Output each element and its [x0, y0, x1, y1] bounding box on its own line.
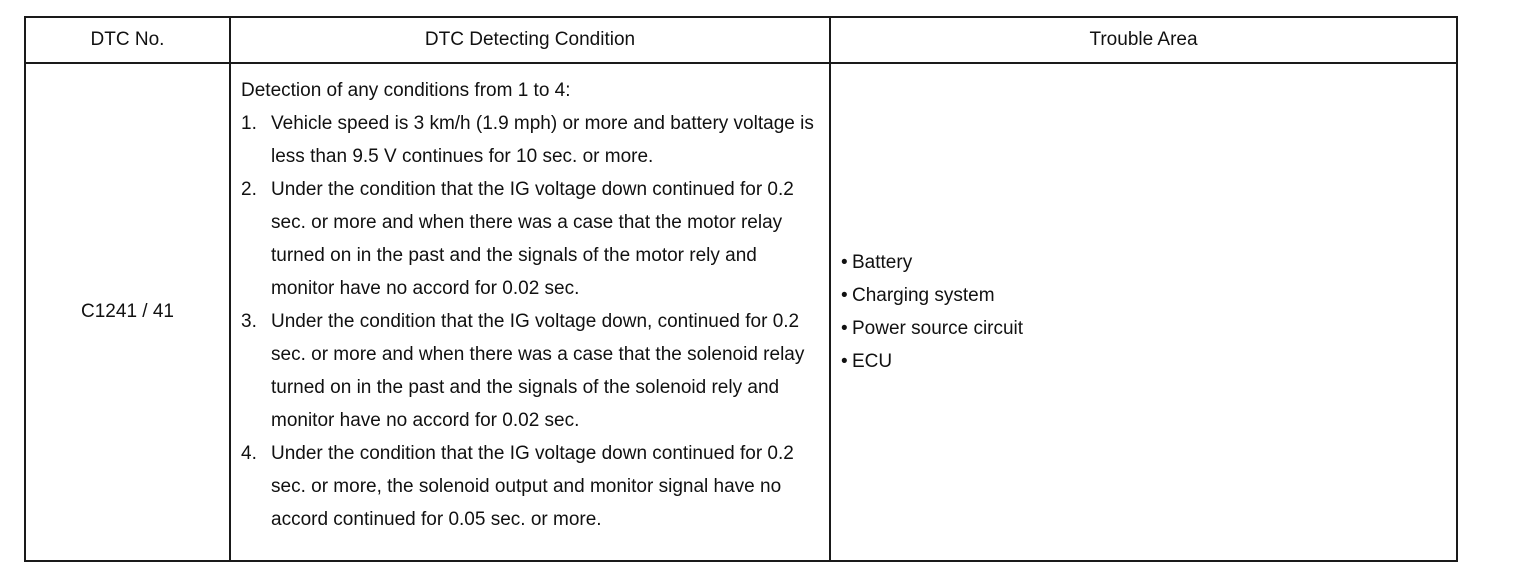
- condition-list: [241, 107, 819, 536]
- trouble-area-cell: [830, 63, 1457, 561]
- condition-number: 1.: [241, 113, 257, 134]
- trouble-area-label: Power source circuit: [852, 318, 1024, 339]
- condition-number: 4.: [241, 443, 257, 464]
- condition-item-1: [241, 107, 819, 173]
- detecting-condition-cell: [230, 63, 830, 561]
- table-body: [25, 63, 1457, 561]
- trouble-area-label: Charging system: [852, 285, 995, 306]
- condition-text: Under the condition that the IG voltage down continued for 0.2 sec. or more, the solenoid output and monitor signal have no accord continued for 0.05 sec. or more.: [271, 443, 794, 530]
- condition-number: 2.: [241, 179, 257, 200]
- condition-intro: Detection of any conditions from 1 to 4:: [241, 80, 571, 101]
- trouble-area-label: Battery: [852, 252, 913, 273]
- condition-item-2: [241, 173, 819, 305]
- trouble-area-item-ecu: [841, 345, 1456, 378]
- trouble-area-item-battery: [841, 246, 1456, 279]
- trouble-area-list: [841, 246, 1456, 378]
- header-detecting-condition: DTC Detecting Condition: [230, 17, 830, 63]
- condition-number: 3.: [241, 311, 257, 332]
- trouble-area-label: ECU: [852, 351, 893, 372]
- bullet-icon: •: [841, 351, 848, 372]
- header-dtc-no: DTC No.: [25, 17, 230, 63]
- header-row: [25, 17, 1457, 63]
- bullet-icon: •: [841, 318, 848, 339]
- bullet-icon: •: [841, 252, 848, 273]
- condition-text: Vehicle speed is 3 km/h (1.9 mph) or more and battery voltage is less than 9.5 V continues for 10 sec. or more.: [271, 113, 814, 167]
- condition-text: Under the condition that the IG voltage down, continued for 0.2 sec. or more and when there was a case that the solenoid relay turned on in the past and the signals of the solenoid rely and monitor have no accord for 0.02 sec.: [271, 311, 805, 431]
- bullet-icon: •: [841, 285, 848, 306]
- condition-item-4: [241, 437, 819, 536]
- condition-item-3: [241, 305, 819, 437]
- dtc-number-cell: C1241 / 41: [25, 63, 230, 561]
- table-row: [25, 63, 1457, 561]
- table-header: [25, 17, 1457, 63]
- condition-text: Under the condition that the IG voltage down continued for 0.2 sec. or more and when there was a case that the motor relay turned on in the past and the signals of the motor rely and monitor have no accord for 0.02 sec.: [271, 179, 794, 299]
- trouble-area-item-charging-system: [841, 279, 1456, 312]
- trouble-area-item-power-source-circuit: [841, 312, 1456, 345]
- header-trouble-area: Trouble Area: [830, 17, 1457, 63]
- dtc-table: [24, 16, 1458, 562]
